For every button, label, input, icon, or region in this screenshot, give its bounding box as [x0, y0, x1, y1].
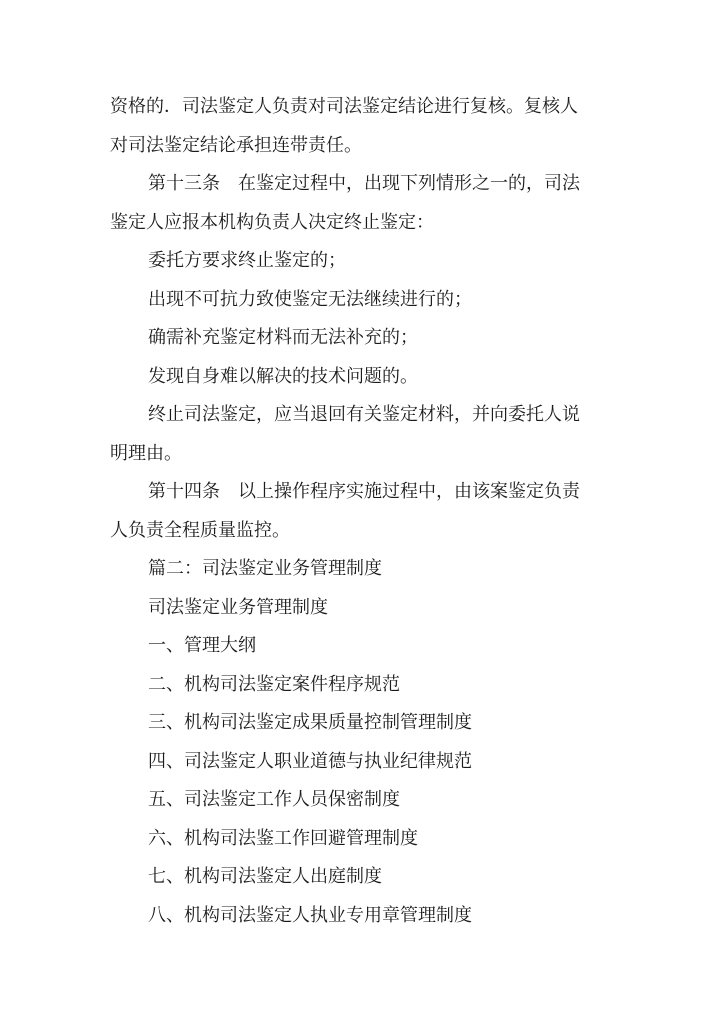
text-line-2: 对司法鉴定结论承担连带责任。	[110, 134, 362, 156]
toc-item-8: 八、机构司法鉴定人执业专用章管理制度	[148, 904, 472, 926]
toc-item-1: 一、管理大纲	[148, 635, 256, 656]
toc-item-5: 五、司法鉴定工作人员保密制度	[148, 789, 400, 810]
condition-item-3: 确需补充鉴定材料而无法补充的；	[148, 327, 418, 348]
text-line-4: 鉴定人应报本机构负责人决定终止鉴定：	[110, 211, 434, 233]
toc-item-4: 四、司法鉴定人职业道德与执业纪律规范	[148, 750, 472, 772]
condition-item-2: 出现不可抗力致使鉴定无法继续进行的；	[148, 288, 472, 310]
text-line-12: 人负责全程质量监控。	[110, 519, 290, 541]
article-14-heading: 第十四条 以上操作程序实施过程中，由该案鉴定负责	[148, 481, 580, 502]
toc-item-2: 二、机构司法鉴定案件程序规范	[148, 673, 400, 695]
condition-item-4: 发现自身难以解决的技术问题的。	[148, 365, 418, 387]
toc-item-3: 三、机构司法鉴定成果质量控制管理制度	[148, 712, 472, 733]
section-title: 司法鉴定业务管理制度	[148, 596, 328, 618]
condition-item-1: 委托方要求终止鉴定的；	[148, 250, 346, 271]
termination-paragraph: 终止司法鉴定，应当退回有关鉴定材料，并向委托人说	[148, 404, 580, 425]
part-two-title: 篇二：司法鉴定业务管理制度	[148, 558, 382, 579]
text-line-1: 资格的．司法鉴定人负责对司法鉴定结论进行复核。复核人	[110, 96, 578, 117]
toc-item-6: 六、机构司法鉴工作回避管理制度	[148, 827, 418, 849]
document-body	[110, 88, 610, 935]
text-line-10: 明理由。	[110, 442, 182, 464]
toc-item-7: 七、机构司法鉴定人出庭制度	[148, 866, 382, 887]
article-13-heading: 第十三条 在鉴定过程中，出现下列情形之一的，司法	[148, 173, 580, 194]
